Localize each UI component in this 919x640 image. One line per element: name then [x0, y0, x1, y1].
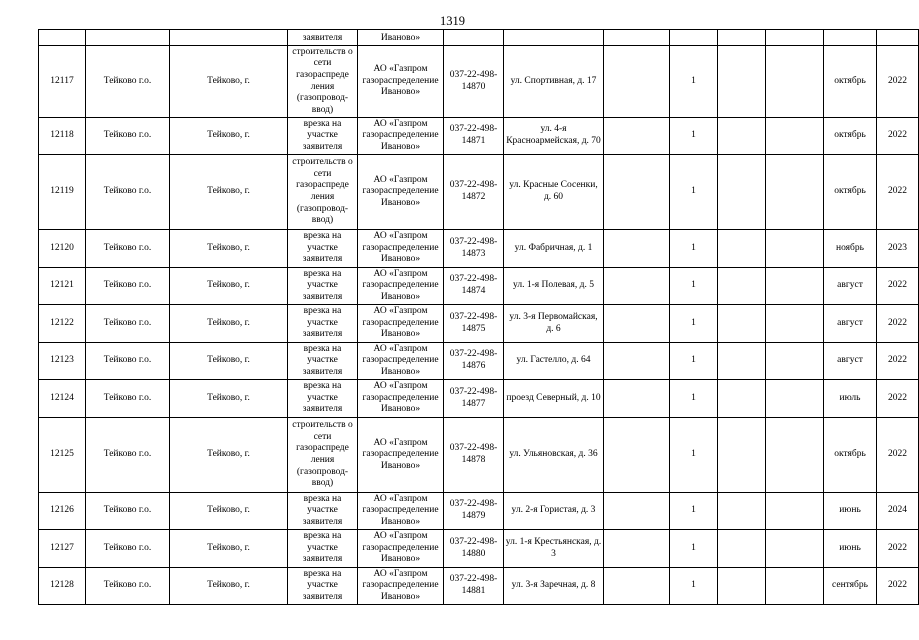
cell-address: ул. Гастелло, д. 64	[504, 343, 604, 380]
cell-month: август	[824, 343, 877, 380]
cell-work-type: строительств о сети газораспреде ления (газопровод-ввод)	[288, 155, 358, 230]
cell-empty	[604, 30, 670, 46]
cell-locality: Тейково, г.	[170, 155, 288, 230]
cell-organization: АО «Газпром газораспределение Иваново»	[358, 46, 444, 118]
cell-address: ул. 3-я Заречная, д. 8	[504, 568, 604, 605]
cell-locality: Тейково, г.	[170, 343, 288, 380]
cell-organization: АО «Газпром газораспределение Иваново»	[358, 268, 444, 305]
table-row	[39, 46, 919, 118]
cell-number: 12121	[39, 268, 86, 305]
table-row	[39, 418, 919, 493]
cell-empty	[604, 118, 670, 155]
cell-empty	[604, 380, 670, 418]
table-row-continued	[39, 30, 919, 46]
cell-code: 037-22-498-14879	[444, 493, 504, 530]
cell-code: 037-22-498-14881	[444, 568, 504, 605]
cell-empty	[766, 30, 824, 46]
cell-quantity: 1	[670, 380, 718, 418]
cell-empty	[604, 46, 670, 118]
cell-empty	[604, 343, 670, 380]
cell-number: 12128	[39, 568, 86, 605]
cell-number: 12124	[39, 380, 86, 418]
cell-address: ул. 4-я Красноармейская, д. 70	[504, 118, 604, 155]
table-body	[39, 30, 919, 605]
cell-empty	[718, 118, 766, 155]
cell-work-type: врезка на участке заявителя	[288, 530, 358, 568]
cell-empty	[504, 30, 604, 46]
cell-quantity: 1	[670, 568, 718, 605]
cell-year: 2022	[877, 568, 919, 605]
cell-empty	[877, 30, 919, 46]
cell-empty	[718, 493, 766, 530]
cell-year: 2022	[877, 305, 919, 343]
cell-district: Тейково г.о.	[86, 380, 170, 418]
table-row	[39, 268, 919, 305]
cell-work-type: врезка на участке заявителя	[288, 118, 358, 155]
cell-locality: Тейково, г.	[170, 46, 288, 118]
table-row	[39, 343, 919, 380]
cell-number: 12127	[39, 530, 86, 568]
cell-locality: Тейково, г.	[170, 380, 288, 418]
cell-empty	[604, 268, 670, 305]
cell-quantity: 1	[670, 46, 718, 118]
cell-empty	[670, 30, 718, 46]
cell-code: 037-22-498-14873	[444, 230, 504, 268]
cell-month: октябрь	[824, 155, 877, 230]
cell-month: сентябрь	[824, 568, 877, 605]
cell-code: 037-22-498-14878	[444, 418, 504, 493]
cell-quantity: 1	[670, 118, 718, 155]
table-row	[39, 568, 919, 605]
cell-district: Тейково г.о.	[86, 46, 170, 118]
cell-district: Тейково г.о.	[86, 305, 170, 343]
cell-empty	[718, 418, 766, 493]
cell-quantity: 1	[670, 268, 718, 305]
cell-code: 037-22-498-14876	[444, 343, 504, 380]
cell-work-type: заявителя	[288, 30, 358, 46]
cell-work-type: врезка на участке заявителя	[288, 568, 358, 605]
cell-work-type: строительств о сети газораспреде ления (газопровод-ввод)	[288, 418, 358, 493]
cell-address: ул. 1-я Полевая, д. 5	[504, 268, 604, 305]
cell-year: 2024	[877, 493, 919, 530]
table-row	[39, 155, 919, 230]
cell-locality: Тейково, г.	[170, 118, 288, 155]
cell-year: 2022	[877, 380, 919, 418]
cell-quantity: 1	[670, 493, 718, 530]
cell-year: 2023	[877, 230, 919, 268]
cell-empty	[824, 30, 877, 46]
cell-locality: Тейково, г.	[170, 305, 288, 343]
cell-number: 12126	[39, 493, 86, 530]
cell-empty	[604, 155, 670, 230]
cell-number: 12117	[39, 46, 86, 118]
cell-empty	[766, 230, 824, 268]
cell-address: проезд Северный, д. 10	[504, 380, 604, 418]
cell-district: Тейково г.о.	[86, 268, 170, 305]
cell-empty	[766, 568, 824, 605]
cell-empty	[718, 155, 766, 230]
cell-district: Тейково г.о.	[86, 343, 170, 380]
cell-work-type: врезка на участке заявителя	[288, 380, 358, 418]
cell-number: 12119	[39, 155, 86, 230]
cell-code: 037-22-498-14871	[444, 118, 504, 155]
cell-year: 2022	[877, 530, 919, 568]
cell-empty	[86, 30, 170, 46]
cell-district: Тейково г.о.	[86, 155, 170, 230]
cell-empty	[718, 46, 766, 118]
cell-organization: АО «Газпром газораспределение Иваново»	[358, 118, 444, 155]
cell-year: 2022	[877, 46, 919, 118]
cell-empty	[444, 30, 504, 46]
cell-district: Тейково г.о.	[86, 568, 170, 605]
cell-locality: Тейково, г.	[170, 418, 288, 493]
cell-empty	[766, 418, 824, 493]
cell-code: 037-22-498-14874	[444, 268, 504, 305]
cell-empty	[766, 530, 824, 568]
cell-code: 037-22-498-14880	[444, 530, 504, 568]
cell-empty	[39, 30, 86, 46]
cell-number: 12120	[39, 230, 86, 268]
cell-empty	[766, 46, 824, 118]
cell-month: июнь	[824, 530, 877, 568]
cell-address: ул. Ульяновская, д. 36	[504, 418, 604, 493]
cell-empty	[604, 493, 670, 530]
table-row	[39, 493, 919, 530]
cell-district: Тейково г.о.	[86, 230, 170, 268]
register-table	[38, 29, 919, 605]
cell-district: Тейково г.о.	[86, 530, 170, 568]
cell-organization: АО «Газпром газораспределение Иваново»	[358, 530, 444, 568]
cell-empty	[718, 30, 766, 46]
cell-organization: АО «Газпром газораспределение Иваново»	[358, 155, 444, 230]
cell-number: 12122	[39, 305, 86, 343]
cell-organization: АО «Газпром газораспределение Иваново»	[358, 230, 444, 268]
cell-work-type: врезка на участке заявителя	[288, 268, 358, 305]
cell-locality: Тейково, г.	[170, 268, 288, 305]
cell-organization: АО «Газпром газораспределение Иваново»	[358, 380, 444, 418]
cell-code: 037-22-498-14872	[444, 155, 504, 230]
cell-organization: АО «Газпром газораспределение Иваново»	[358, 493, 444, 530]
cell-organization: АО «Газпром газораспределение Иваново»	[358, 305, 444, 343]
cell-address: ул. 2-я Гористая, д. 3	[504, 493, 604, 530]
cell-work-type: врезка на участке заявителя	[288, 305, 358, 343]
cell-month: июль	[824, 380, 877, 418]
cell-district: Тейково г.о.	[86, 418, 170, 493]
cell-empty	[718, 230, 766, 268]
cell-month: август	[824, 268, 877, 305]
cell-month: октябрь	[824, 118, 877, 155]
cell-district: Тейково г.о.	[86, 118, 170, 155]
cell-locality: Тейково, г.	[170, 493, 288, 530]
cell-work-type: врезка на участке заявителя	[288, 343, 358, 380]
cell-quantity: 1	[670, 230, 718, 268]
cell-empty	[718, 568, 766, 605]
cell-address: ул. Фабричная, д. 1	[504, 230, 604, 268]
cell-locality: Тейково, г.	[170, 530, 288, 568]
cell-code: 037-22-498-14877	[444, 380, 504, 418]
cell-empty	[170, 30, 288, 46]
cell-code: 037-22-498-14870	[444, 46, 504, 118]
cell-empty	[604, 530, 670, 568]
cell-locality: Тейково, г.	[170, 230, 288, 268]
cell-number: 12118	[39, 118, 86, 155]
cell-number: 12123	[39, 343, 86, 380]
cell-address: ул. 3-я Первомайская, д. 6	[504, 305, 604, 343]
table-row	[39, 380, 919, 418]
cell-empty	[766, 493, 824, 530]
cell-month: октябрь	[824, 418, 877, 493]
cell-year: 2022	[877, 418, 919, 493]
cell-empty	[766, 118, 824, 155]
cell-year: 2022	[877, 155, 919, 230]
cell-empty	[718, 380, 766, 418]
cell-year: 2022	[877, 118, 919, 155]
cell-empty	[766, 305, 824, 343]
cell-organization: АО «Газпром газораспределение Иваново»	[358, 418, 444, 493]
table-row	[39, 118, 919, 155]
cell-organization: Иваново»	[358, 30, 444, 46]
cell-month: август	[824, 305, 877, 343]
cell-month: октябрь	[824, 46, 877, 118]
cell-work-type: строительств о сети газораспреде ления (газопровод-ввод)	[288, 46, 358, 118]
cell-empty	[718, 530, 766, 568]
cell-number: 12125	[39, 418, 86, 493]
cell-quantity: 1	[670, 305, 718, 343]
cell-empty	[604, 568, 670, 605]
cell-empty	[718, 305, 766, 343]
cell-work-type: врезка на участке заявителя	[288, 493, 358, 530]
cell-empty	[604, 230, 670, 268]
cell-work-type: врезка на участке заявителя	[288, 230, 358, 268]
cell-empty	[604, 418, 670, 493]
cell-locality: Тейково, г.	[170, 568, 288, 605]
cell-organization: АО «Газпром газораспределение Иваново»	[358, 343, 444, 380]
cell-address: ул. 1-я Крестьянская, д. 3	[504, 530, 604, 568]
cell-address: ул. Спортивная, д. 17	[504, 46, 604, 118]
cell-empty	[766, 155, 824, 230]
cell-organization: АО «Газпром газораспределение Иваново»	[358, 568, 444, 605]
cell-month: ноябрь	[824, 230, 877, 268]
cell-year: 2022	[877, 268, 919, 305]
cell-empty	[766, 268, 824, 305]
cell-district: Тейково г.о.	[86, 493, 170, 530]
page-number: 1319	[440, 14, 465, 28]
cell-quantity: 1	[670, 155, 718, 230]
table-row	[39, 530, 919, 568]
cell-empty	[604, 305, 670, 343]
cell-quantity: 1	[670, 530, 718, 568]
cell-empty	[766, 343, 824, 380]
cell-empty	[718, 268, 766, 305]
cell-empty	[766, 380, 824, 418]
table-row	[39, 305, 919, 343]
cell-code: 037-22-498-14875	[444, 305, 504, 343]
cell-quantity: 1	[670, 418, 718, 493]
cell-quantity: 1	[670, 343, 718, 380]
table-row	[39, 230, 919, 268]
cell-empty	[718, 343, 766, 380]
cell-year: 2022	[877, 343, 919, 380]
cell-address: ул. Красные Сосенки, д. 60	[504, 155, 604, 230]
cell-month: июнь	[824, 493, 877, 530]
